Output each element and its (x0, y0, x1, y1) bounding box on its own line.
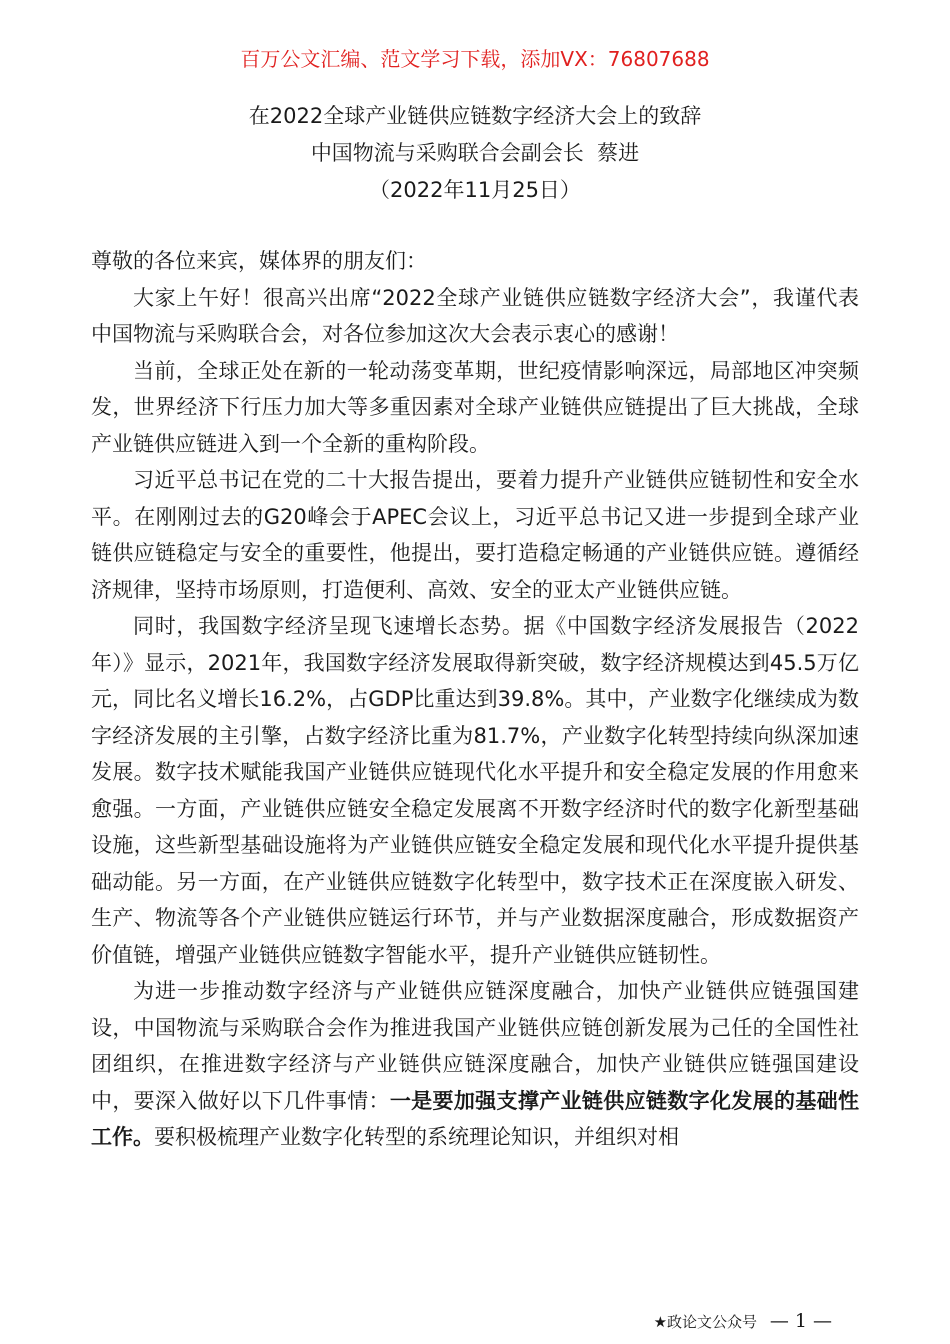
footer-label: ★政论文公众号 (653, 1313, 758, 1331)
salutation: 尊敬的各位来宾，媒体界的朋友们： (91, 249, 427, 273)
paragraph-2: 当前，全球正处在新的一轮动荡变革期，世纪疫情影响深远，局部地区冲突频发，世界经济下行压力加大等多重因素对全球产业链供应链提出了巨大挑战，全球产业链供应链进入到一个全新的重构阶段。 (91, 358, 859, 456)
document-body (91, 243, 859, 1156)
paragraph-5 (91, 973, 859, 1156)
paragraph-5-start: 为进一步推动数字经济与产业链供应链深度融合，加快产业链供应链强国建设，中国物流与采购联合会作为推进我国产业链供应链创新发展为己任的全国性社团组织，在推进数字经济与产业链供应链深度融合，加快产业链供应链强国建设中，要深入做好以下几件事情： (91, 979, 859, 1113)
paragraph-3: 习近平总书记在党的二十大报告提出，要着力提升产业链供应链韧性和安全水平。在刚刚过去的G20峰会于APEC会议上，习近平总书记又进一步提到全球产业链供应链稳定与安全的重要性，他提出，要打造稳定畅通的产业链供应链。遵循经济规律，坚持市场原则，打造便利、高效、安全的亚太产业链供应链。 (91, 468, 859, 602)
speech-date: （2022年11月25日） (369, 178, 581, 202)
page-footer (654, 1310, 832, 1333)
watermark-banner: 百万公文汇编、范文学习下载，添加VX：76807688 (240, 47, 710, 71)
paragraph-5-end: 要积极梳理产业数字化转型的系统理论知识，并组织对相 (154, 1125, 679, 1149)
page-number: — 1 — (769, 1310, 832, 1332)
paragraph-4: 同时，我国数字经济呈现飞速增长态势。据《中国数字经济发展报告（2022年）》显示，2021年，我国数字经济发展取得新突破，数字经济规模达到45.5万亿元，同比名义增长16.2%，占GDP比重达到39.8%。其中，产业数字化继续成为数字经济发展的主引擎，占数字经济比重为81.7%，产业数字化转型持续向纵深加速发展。数字技术赋能我国产业链供应链现代化水平提升和安全稳定发展的作用愈来愈强。一方面，产业链供应链安全稳定发展离不开数字经济时代的数字化新型基础设施，这些新型基础设施将为产业链供应链安全稳定发展和现代化水平提升提供基础动能。另一方面，在产业链供应链数字化转型中，数字技术正在深度嵌入研发、生产、物流等各个产业链供应链运行环节，并与产业数据深度融合，形成数据资产价值链，增强产业链供应链数字智能水平，提升产业链供应链韧性。 (91, 614, 859, 967)
speaker-line: 中国物流与采购联合会副会长 蔡进 (310, 141, 640, 165)
speech-title: 在2022全球产业链供应链数字经济大会上的致辞 (248, 104, 702, 128)
paragraph-1: 大家上午好！很高兴出席“2022全球产业链供应链数字经济大会”，我谨代表中国物流与采购联合会，对各位参加这次大会表示衷心的感谢！ (91, 285, 859, 346)
paragraph-5-bold-point: 一是要加强支撑产业链供应链数字化发展的基础性工作。 (91, 1088, 860, 1149)
document-heading (0, 98, 950, 209)
